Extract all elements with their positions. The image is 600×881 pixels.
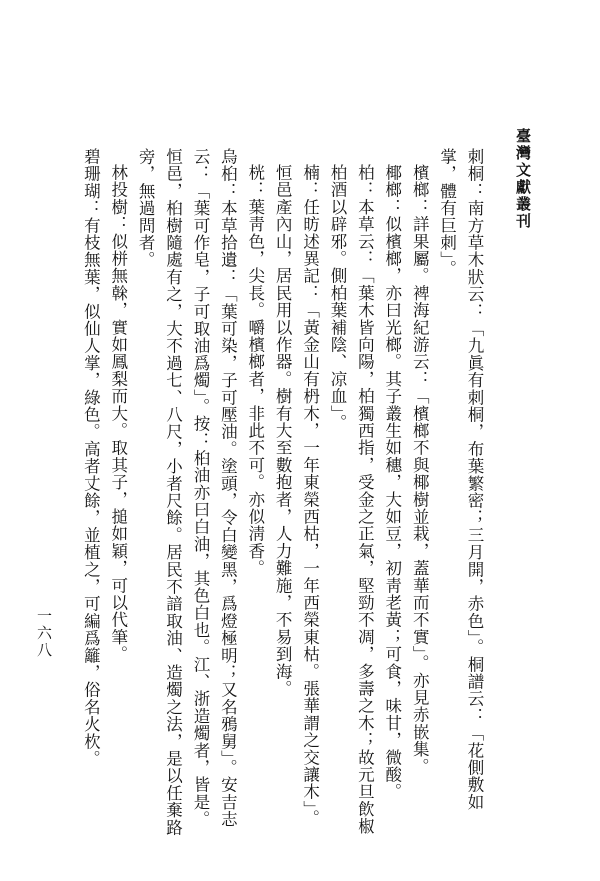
entry-paragraph: 碧珊瑚：有枝無葉，似仙人掌，綠色。高者丈餘，並植之，可編爲籬，俗名火杴。 — [81, 148, 101, 768]
entry-paragraph: 楠：任昉述異記：「黃金山有枬木，一年東榮西枯，一年西榮東枯。張華謂之交讓木」。恒邑產內山，居民用以作器。樹有大至數抱者，人力難施，不易到海。 — [273, 164, 320, 827]
entry-paragraph: 刺桐：南方草木狀云：「九眞有刺桐，布葉繁密；三月開，赤色」。桐譜云：「花側敷如掌，體有巨刺」。 — [437, 148, 484, 811]
running-head: 臺灣文獻叢刊 — [514, 128, 532, 230]
entry-paragraph: 林投樹：似栟無榦，實如鳳梨而大。取其子，搥如穎，可以代筆。 — [108, 164, 128, 663]
entry-paragraph: 柏：本草云：「葉木皆向陽，柏獨西指，受金之正氣，堅勁不凋，多壽之木；故元旦飲椒柏酒以辟邪。側柏葉補陰、凉血」。 — [327, 164, 375, 835]
entry-paragraph: 烏桕：本草拾遺：「葉可染，子可壓油。塗頭，令白變黑，爲燈極明；又名鴉舅」。安吉志云：「葉可作皂，子可取油爲燭」。按：桕油亦曰白油，其色白也。江、浙造燭者，皆是。恒邑，桕樹隨處有之，大不過七、八尺，小者尺餘。居民不諳取油、造燭之法，是以任棄路旁，無過問者。 — [136, 148, 238, 836]
entry-paragraph: 椰榔：似檳榔，亦曰光榔。其子叢生如穗，大如豆，初靑老黃；可食，味甘，微酸。 — [382, 164, 402, 801]
entry-paragraph: 檳榔：詳果屬。裨海紀游云：「檳榔不與椰樹並栽，蓋華而不實」。亦見赤嵌集。 — [410, 164, 430, 775]
page-body — [18, 148, 488, 838]
entry-paragraph: 桄：葉靑色，尖長。嚼檳榔者，非此不可。亦似淸香。 — [245, 164, 265, 577]
page-number: 一六八 — [35, 608, 53, 659]
